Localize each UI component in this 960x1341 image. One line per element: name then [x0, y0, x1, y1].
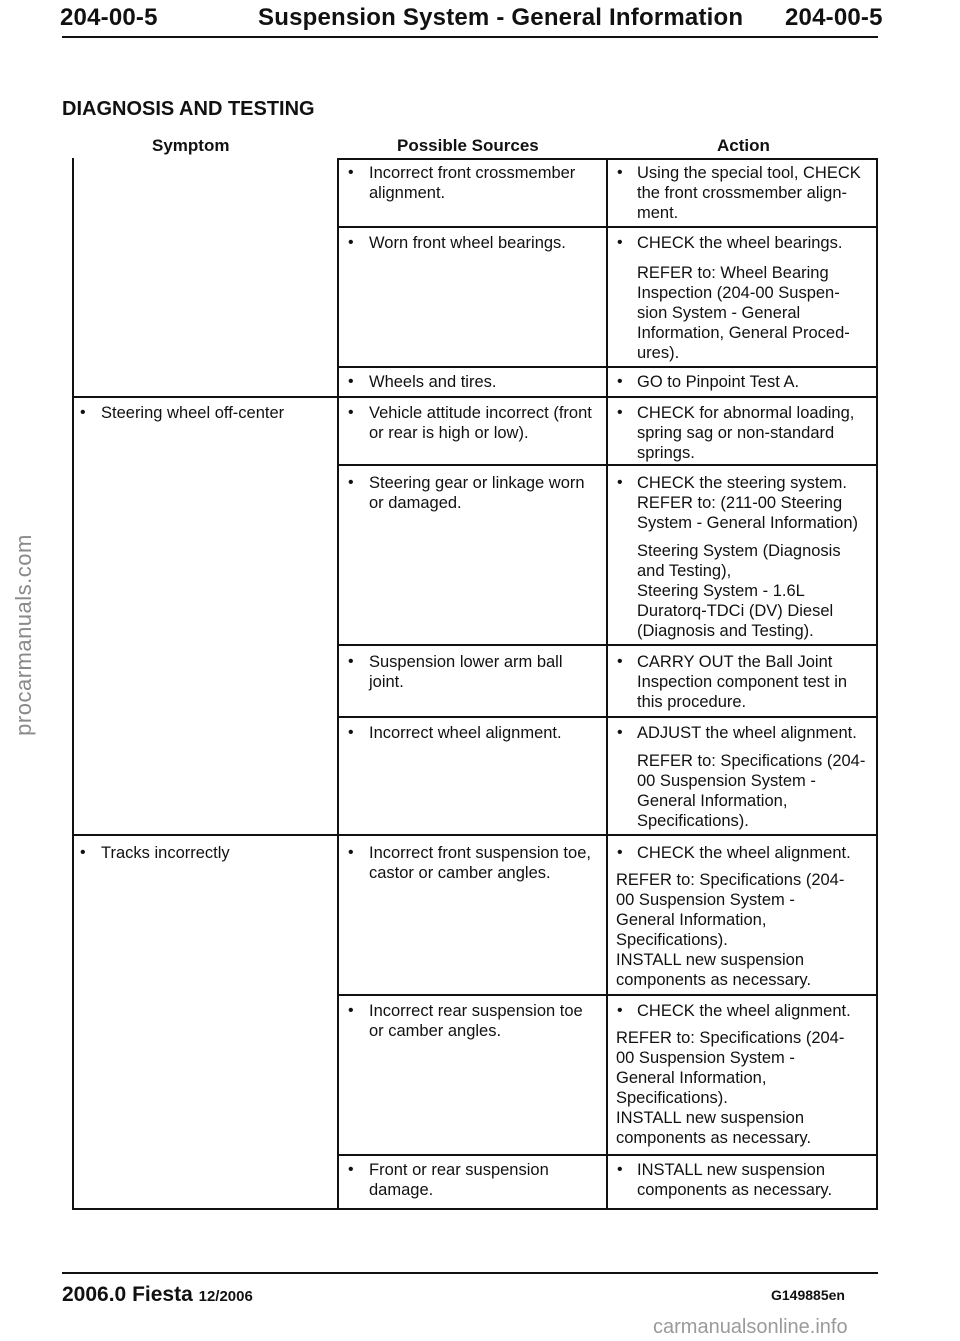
column-header-symptom: Symptom: [152, 136, 230, 155]
header-rule: [62, 36, 878, 38]
bullet: •: [348, 1161, 354, 1178]
header-code-right: 204-00-5: [785, 4, 883, 31]
bullet: •: [348, 373, 354, 390]
possible-source: Incorrect wheel alignment.: [369, 724, 562, 742]
action: CHECK the wheel alignment.: [637, 1002, 851, 1020]
action-reference: REFER to: Specifications (204- 00 Suspension System - General Information, Specifications). INSTALL new suspension components as necessary.: [616, 1029, 845, 1147]
bullet: •: [348, 844, 354, 861]
action: CHECK the wheel alignment.: [637, 844, 851, 862]
bullet: •: [617, 373, 623, 390]
bullet: •: [80, 404, 86, 421]
bullet: •: [617, 234, 623, 251]
possible-source: Worn front wheel bearings.: [369, 234, 566, 252]
bullet: •: [348, 404, 354, 421]
symptom: Steering wheel off-center: [101, 404, 285, 422]
column-divider-1: [337, 158, 339, 1210]
action-reference: REFER to: Specifications (204- 00 Suspension System - General Information, Specifications).: [637, 752, 866, 830]
bullet: •: [348, 474, 354, 491]
footer-rule: [62, 1272, 878, 1274]
action-reference: Steering System (Diagnosis and Testing), Steering System - 1.6L Duratorq-TDCi (DV) Diesel (Diagnosis and Testing).: [637, 542, 841, 640]
symptom-group-rule: [72, 834, 878, 836]
bullet: •: [617, 1161, 623, 1178]
possible-source: Suspension lower arm ball joint.: [369, 653, 563, 691]
footer-date: 12/2006: [198, 1288, 253, 1305]
row-rule: [337, 366, 878, 368]
possible-source: Wheels and tires.: [369, 373, 497, 391]
bullet: •: [348, 653, 354, 670]
bottom-watermark: carmanualsonline.info: [653, 1316, 848, 1338]
table-bottom-border: [72, 1208, 878, 1210]
bullet: •: [80, 844, 86, 861]
bullet: •: [617, 724, 623, 741]
bullet: •: [617, 404, 623, 421]
header-code-left: 204-00-5: [60, 4, 158, 31]
bullet: •: [617, 164, 623, 181]
bullet: •: [617, 653, 623, 670]
row-rule: [337, 1154, 878, 1156]
symptom: Tracks incorrectly: [101, 844, 230, 862]
possible-source: Front or rear suspension damage.: [369, 1161, 549, 1199]
bullet: •: [348, 164, 354, 181]
action: CHECK the wheel bearings.: [637, 234, 843, 252]
symptom-group-rule: [72, 396, 878, 398]
action: CHECK the steering system. REFER to: (211-00 Steering System - General Information): [637, 474, 858, 532]
bullet: •: [617, 474, 623, 491]
side-watermark-text: procarmanuals.com: [11, 534, 36, 736]
action: CHECK for abnormal loading, spring sag or non-standard springs.: [637, 404, 855, 462]
possible-source: Incorrect front suspension toe, castor or camber angles.: [369, 844, 591, 882]
row-rule: [337, 158, 878, 160]
side-watermark: [4, 470, 44, 800]
footer-model: [62, 1283, 253, 1307]
row-rule: [337, 464, 878, 466]
possible-source: Incorrect rear suspension toe or camber angles.: [369, 1002, 583, 1040]
action: Using the special tool, CHECK the front crossmember align- ment.: [637, 164, 861, 222]
bullet: •: [348, 1002, 354, 1019]
column-header-action: Action: [717, 136, 770, 155]
action-reference: REFER to: Specifications (204- 00 Suspension System - General Information, Specifications). INSTALL new suspension components as necessary.: [616, 871, 845, 989]
row-rule: [337, 226, 878, 228]
action: GO to Pinpoint Test A.: [637, 373, 800, 391]
row-rule: [337, 994, 878, 996]
header-title: Suspension System - General Information: [258, 4, 744, 31]
action: INSTALL new suspension components as necessary.: [637, 1161, 833, 1199]
action-reference: REFER to: Wheel Bearing Inspection (204-00 Suspen- sion System - General Information, General Proced- ures).: [637, 264, 850, 362]
section-title: DIAGNOSIS AND TESTING: [62, 98, 315, 120]
table-right-border: [876, 158, 878, 1210]
possible-source: Vehicle attitude incorrect (front or rear is high or low).: [369, 404, 592, 442]
action: CARRY OUT the Ball Joint Inspection component test in this procedure.: [637, 653, 848, 711]
footer-model-name: 2006.0 Fiesta: [62, 1283, 193, 1306]
row-rule: [337, 716, 878, 718]
row-rule: [337, 644, 878, 646]
bullet: •: [348, 234, 354, 251]
column-header-possible-sources: Possible Sources: [397, 136, 539, 155]
possible-source: Steering gear or linkage worn or damaged.: [369, 474, 585, 512]
possible-source: Incorrect front crossmember alignment.: [369, 164, 576, 202]
action: ADJUST the wheel alignment.: [637, 724, 857, 742]
footer-code: G149885en: [771, 1287, 845, 1303]
table-left-border: [72, 158, 74, 1210]
column-divider-2: [606, 158, 608, 1210]
bullet: •: [617, 844, 623, 861]
bullet: •: [348, 724, 354, 741]
bullet: •: [617, 1002, 623, 1019]
